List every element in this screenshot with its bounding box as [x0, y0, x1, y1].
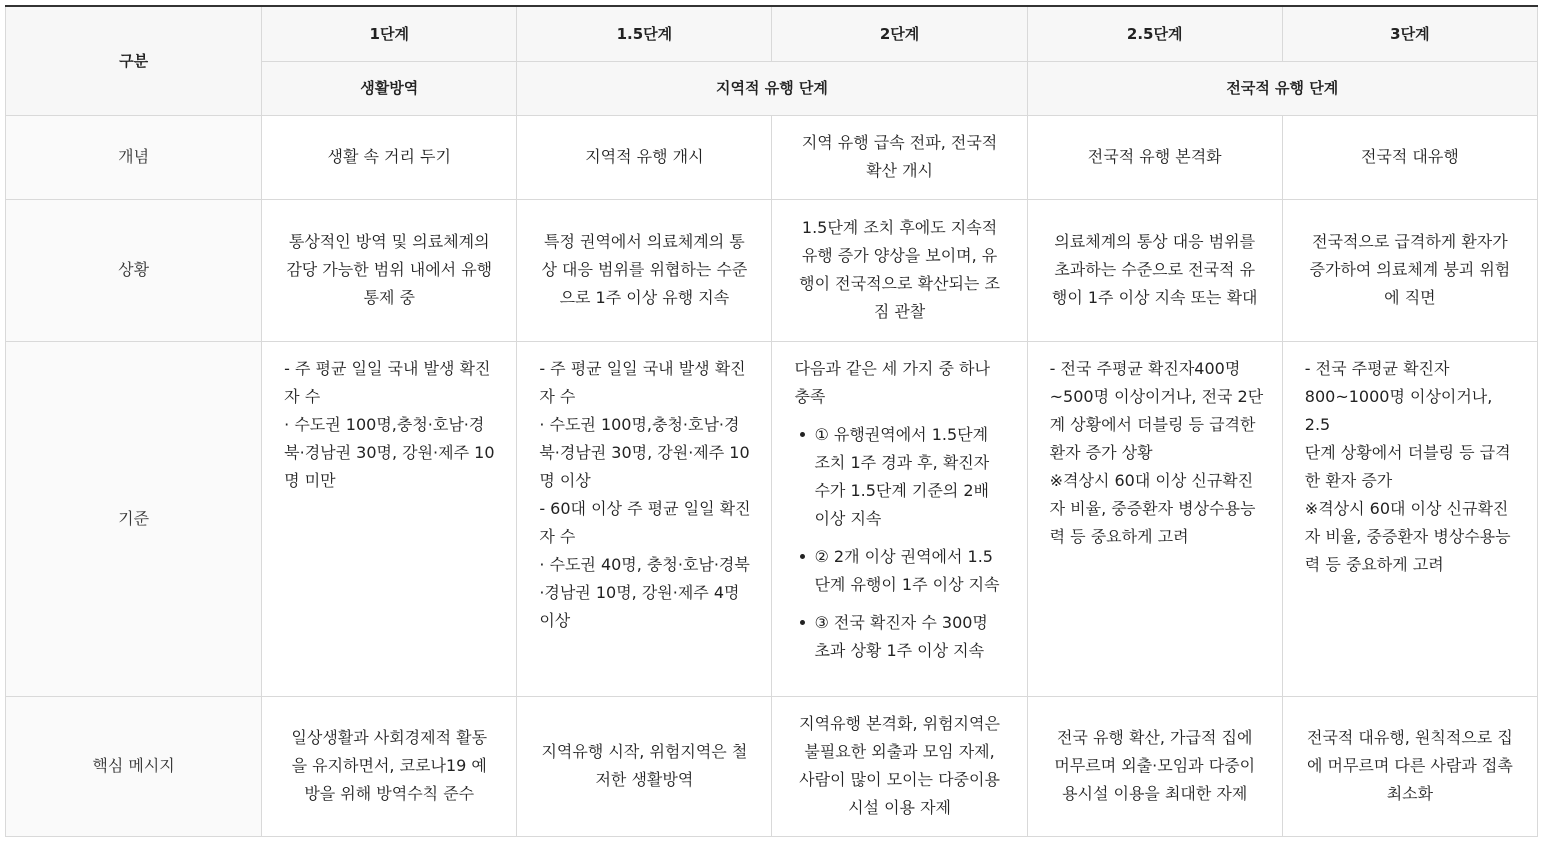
cell-line: 짐 관찰: [873, 302, 926, 321]
cell-line: 지역유행 시작, 위험지역은 철: [541, 742, 748, 761]
concept-cell: [1027, 115, 1282, 199]
concept-row: [6, 115, 1538, 199]
message-cell: [1027, 696, 1282, 836]
cell-line: 이상: [539, 610, 571, 630]
cell-line: 계 상황에서 더블링 등 급격한: [1049, 414, 1256, 434]
cell-line: 행이 전국적으로 확산되는 조: [799, 274, 1000, 293]
cell-line: 전국 유행 확산, 가급적 집에: [1056, 728, 1253, 747]
cell-line: 수가 1.5단계 기준의 2배: [814, 480, 989, 500]
situation-row: [6, 199, 1538, 341]
category-header: 구분: [6, 6, 262, 115]
cell-line: 자 수: [539, 386, 576, 406]
cell-line: - 전국 주평균 확진자: [1304, 358, 1450, 378]
cell-line: 전국적으로 급격하게 환자가: [1312, 232, 1508, 251]
situation-cell: [1282, 199, 1537, 341]
cell-line: - 주 평균 일일 국내 발생 확진: [284, 358, 491, 378]
criteria-cell-stage-2: [772, 341, 1027, 696]
criteria-cell-stage-3: [1282, 341, 1537, 696]
cell-line: 1.5단계 조치 후에도 지속적: [801, 218, 998, 237]
criteria-cell-stage-2-5: [1027, 341, 1282, 696]
message-cell: [517, 696, 772, 836]
cell-line: 생활 속 거리 두기: [327, 147, 451, 166]
cell-line: 확산 개시: [866, 161, 933, 180]
cell-line: ~500명 이상이거나, 전국 2단: [1049, 386, 1264, 406]
concept-label: 개념: [6, 115, 262, 199]
situation-cell: [772, 199, 1027, 341]
message-cell: [772, 696, 1027, 836]
cell-line: · 수도권 100명,충청·호남·경: [539, 414, 740, 434]
cell-line: 충족: [794, 386, 826, 406]
cell-line: · 수도권 40명, 충청·호남·경북: [539, 554, 750, 574]
cell-line: 으로 1주 이상 유행 지속: [559, 288, 730, 307]
cell-line: 에 머무르며 다른 사람과 접촉: [1306, 756, 1513, 775]
criteria-bullet-list: [794, 421, 1008, 665]
situation-label: 상황: [6, 199, 262, 341]
cell-line: 지역유행 본격화, 위험지역은: [799, 714, 1000, 733]
cell-line: 일상생활과 사회경제적 활동: [291, 728, 488, 747]
cell-line: 조치 1주 경과 후, 확진자: [814, 452, 990, 472]
situation-cell: [1027, 199, 1282, 341]
cell-line: 지역 유행 급속 전파, 전국적: [801, 133, 998, 152]
cell-line: 북·경남권 30명, 강원·제주 10: [539, 442, 750, 462]
cell-line: 행이 1주 이상 지속 또는 확대: [1051, 288, 1258, 307]
cell-line: ※격상시 60대 이상 신규확진: [1049, 470, 1254, 490]
cell-line: 전국적 대유행, 원칙적으로 집: [1306, 728, 1513, 747]
cell-line: 방을 위해 방역수칙 준수: [304, 784, 475, 803]
criteria-bullet-item: [794, 543, 1008, 599]
cell-line: 초과 상황 1주 이상 지속: [814, 640, 985, 660]
cell-line: 용시설 이용을 최대한 자제: [1062, 784, 1248, 803]
concept-cell: [262, 115, 517, 199]
stage-header-row: [6, 6, 1538, 61]
cell-line: 단계 유행이 1주 이상 지속: [814, 574, 1000, 594]
cell-line: 단계 상황에서 더블링 등 급격: [1304, 442, 1511, 462]
distancing-stage-table: [5, 5, 1538, 837]
stage-header-1-5: 1.5단계: [517, 6, 772, 61]
cell-line: - 60대 이상 주 평균 일일 확진: [539, 498, 751, 518]
group-header-national: 전국적 유행 단계: [1027, 61, 1537, 115]
cell-line: 통제 중: [363, 288, 415, 307]
message-cell: [262, 696, 517, 836]
cell-line: 자 비율, 중증환자 병상수용능: [1049, 498, 1256, 518]
cell-line: 상 대응 범위를 위협하는 수준: [541, 260, 748, 279]
distancing-stage-table-container: [5, 5, 1538, 837]
cell-line: 을 유지하면서, 코로나19 예: [291, 756, 487, 775]
criteria-cell-stage-1-5: [517, 341, 772, 696]
cell-line: ① 유행권역에서 1.5단계: [814, 424, 989, 444]
situation-cell: [517, 199, 772, 341]
cell-line: ③ 전국 확진자 수 300명: [814, 612, 988, 632]
criteria-row: [6, 341, 1538, 696]
cell-line: 유행 증가 양상을 보이며, 유: [801, 246, 998, 265]
cell-line: 전국적 유행 본격화: [1087, 147, 1222, 166]
cell-line: 최소화: [1386, 784, 1434, 803]
cell-line: 북·경남권 30명, 강원·제주 10: [284, 442, 495, 462]
cell-line: 환자 증가 상황: [1049, 442, 1153, 462]
concept-cell: [1282, 115, 1537, 199]
cell-line: 지역적 유행 개시: [585, 147, 704, 166]
cell-line: 감당 가능한 범위 내에서 유행: [286, 260, 493, 279]
concept-cell: [772, 115, 1027, 199]
cell-line: 머무르며 외출·모임과 다중이: [1054, 756, 1256, 775]
cell-line: - 전국 주평균 확진자400명: [1049, 358, 1241, 378]
stage-header-2-5: 2.5단계: [1027, 6, 1282, 61]
cell-line: - 주 평균 일일 국내 발생 확진: [539, 358, 746, 378]
cell-line: 명 미만: [284, 470, 336, 490]
cell-line: 자 비율, 중증환자 병상수용능: [1304, 526, 1511, 546]
stage-header-3: 3단계: [1282, 6, 1537, 61]
message-label: 핵심 메시지: [6, 696, 262, 836]
cell-line: 전국적 대유행: [1360, 147, 1459, 166]
stage-header-1: 1단계: [262, 6, 517, 61]
cell-line: 명 이상: [539, 470, 591, 490]
criteria-bullet-item: [794, 421, 1008, 533]
cell-line: 력 등 중요하게 고려: [1304, 554, 1444, 574]
cell-line: ·경남권 10명, 강원·제주 4명: [539, 582, 740, 602]
cell-line: 특정 권역에서 의료체계의 통: [544, 232, 745, 251]
cell-line: 이상 지속: [814, 508, 882, 528]
criteria-bullet-item: [794, 609, 1008, 665]
cell-line: 자 수: [284, 386, 321, 406]
cell-line: 력 등 중요하게 고려: [1049, 526, 1189, 546]
cell-line: 에 직면: [1384, 288, 1436, 307]
cell-line: ※격상시 60대 이상 신규확진: [1304, 498, 1509, 518]
cell-line: 800~1000명 이상이거나, 2.5: [1304, 386, 1493, 434]
situation-cell: [262, 199, 517, 341]
cell-line: 불필요한 외출과 모임 자제,: [804, 742, 995, 761]
cell-line: 초과하는 수준으로 전국적 유: [1054, 260, 1256, 279]
cell-line: 한 환자 증가: [1304, 470, 1393, 490]
concept-cell: [517, 115, 772, 199]
message-cell: [1282, 696, 1537, 836]
cell-line: 다음과 같은 세 가지 중 하나: [794, 358, 990, 378]
cell-line: · 수도권 100명,충청·호남·경: [284, 414, 485, 434]
group-header-daily-prevention: 생활방역: [262, 61, 517, 115]
cell-line: 자 수: [539, 526, 576, 546]
stage-header-2: 2단계: [772, 6, 1027, 61]
criteria-cell-stage-1: [262, 341, 517, 696]
cell-line: 증가하여 의료체계 붕괴 위험: [1309, 260, 1511, 279]
cell-line: 통상적인 방역 및 의료체계의: [288, 232, 490, 251]
cell-line: 시설 이용 자제: [848, 798, 951, 817]
cell-line: 사람이 많이 모이는 다중이용: [799, 770, 1000, 789]
group-header-regional: 지역적 유행 단계: [517, 61, 1027, 115]
criteria-label: 기준: [6, 341, 262, 696]
message-row: [6, 696, 1538, 836]
cell-line: 저한 생활방역: [595, 770, 694, 789]
cell-line: ② 2개 이상 권역에서 1.5: [814, 546, 993, 566]
cell-line: 의료체계의 통상 대응 범위를: [1054, 232, 1256, 251]
